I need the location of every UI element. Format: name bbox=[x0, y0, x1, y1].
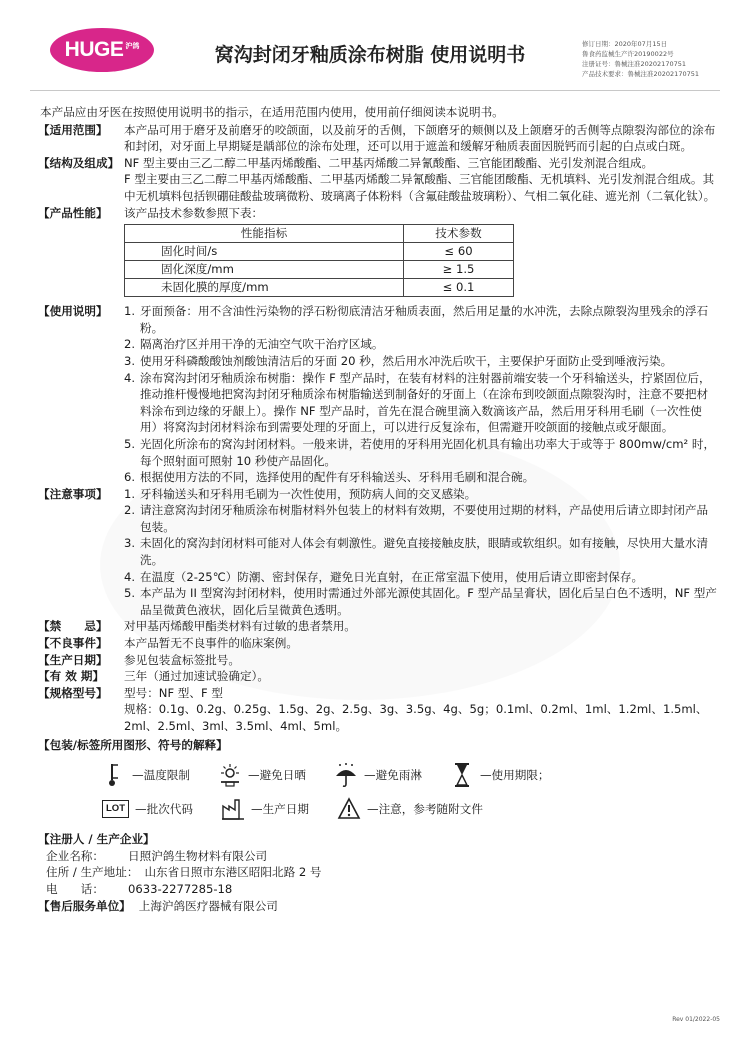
umbrella-icon bbox=[334, 762, 358, 788]
contra-text: 对甲基丙烯酸甲酯类材料有过敏的患者禁用。 bbox=[124, 619, 356, 634]
meta-license: 鲁食药监械生产许20190022号 bbox=[582, 50, 674, 58]
list-item: 2. 请注意窝沟封闭牙釉质涂布树脂材料外包装上的材料有效期，不要使用过期的材料，产品使用后请立即封闭产品包装。 bbox=[124, 503, 709, 534]
section-performance bbox=[38, 205, 718, 304]
symbol-item bbox=[218, 762, 306, 788]
table-header: 性能指标 bbox=[125, 225, 404, 243]
brand-logo bbox=[50, 28, 154, 72]
document-title: 窝沟封闭牙釉质涂布树脂 使用说明书 bbox=[214, 44, 526, 66]
list-item: 6. 根据使用方法的不同，选择使用的配件有牙科输送头、牙科用毛刷和混合碗。 bbox=[124, 470, 535, 485]
table-cell: 固化深度/mm bbox=[125, 261, 404, 279]
performance-text: 该产品技术参数参照下表： bbox=[124, 205, 264, 220]
section-label: 【使用说明】 bbox=[38, 304, 108, 319]
symbol-item bbox=[337, 796, 483, 822]
symbol-text: —避免日晒 bbox=[247, 767, 306, 782]
meta-revision-date: 修订日期：2020年07月15日 bbox=[582, 40, 668, 48]
section-label: 【包装/标签所用图形、符号的解释】 bbox=[38, 737, 228, 752]
section-label: 【产品性能】 bbox=[38, 205, 108, 220]
company-name: 日照沪鸽生物材料有限公司 bbox=[128, 848, 268, 863]
prod-date-text: 参见包装盒标签批号。 bbox=[124, 652, 240, 667]
usage-list bbox=[124, 303, 718, 486]
address-row bbox=[38, 864, 718, 881]
symbol-item bbox=[450, 762, 550, 788]
section-production-date bbox=[38, 652, 718, 669]
thermometer-icon bbox=[102, 762, 126, 788]
list-item: 4. 涂布窝沟封闭牙釉质涂布树脂：操作 F 型产品时，在装有材料的注射器前端安装一个牙科输送头，拧紧固位后，推动推杆慢慢地把窝沟封闭牙釉质涂布树脂输送到制备好的牙面上（在涂布到咬颌面点隙裂沟时，注意不要把材料涂布到边缘的牙龈上）。操作 NF 型产品时，首先在混合碗里滴入数滴该产品，然后用牙科用毛刷（一次性使用）将窝沟封闭材料涂布到需要处理的牙面上，可以进行反复涂布，但需避开咬颌面的接触点或牙龈面。 bbox=[124, 370, 711, 435]
spec-model: 型号：NF 型、F 型 bbox=[124, 685, 223, 700]
company-row bbox=[38, 848, 718, 865]
symbol-text: —批次代码 bbox=[135, 801, 193, 816]
table-header-row bbox=[125, 225, 514, 243]
section-usage bbox=[38, 303, 718, 486]
spec-sizes: 规格：0.1g、0.2g、0.25g、1.5g、2g、2.5g、3g、3.5g、4g、5g；0.1ml、0.2ml、1ml、1.2ml、1.5ml、2ml、2.5ml、3ml、3.5ml、4ml、5ml。 bbox=[124, 702, 708, 733]
section-label: 【生产日期】 bbox=[38, 652, 108, 667]
cautions-list bbox=[124, 486, 718, 619]
service-company: 上海沪鸽医疗器械有限公司 bbox=[138, 898, 278, 913]
symbol-text: —避免雨淋 bbox=[363, 767, 422, 782]
address-label: 住所 / 生产地址： bbox=[46, 865, 139, 880]
table-cell: 未固化膜的厚度/mm bbox=[125, 279, 404, 297]
hourglass-icon bbox=[450, 762, 474, 788]
header bbox=[0, 0, 750, 92]
table-row bbox=[125, 243, 514, 261]
table-cell: ≥ 1.5 bbox=[404, 261, 514, 279]
address-value: 山东省日照市东港区昭阳北路 2 号 bbox=[144, 865, 322, 880]
adverse-text: 本产品暂无不良事件的临床案例。 bbox=[124, 636, 298, 651]
phone-value: 0633-2277285-18 bbox=[128, 881, 233, 896]
logo-text: HUGE bbox=[64, 38, 124, 61]
table-row bbox=[125, 261, 514, 279]
table-row bbox=[125, 279, 514, 297]
intro-text: 本产品应由牙医在按照使用说明书的指示，在适用范围内使用，使用前仔细阅读本说明书。 bbox=[40, 105, 504, 119]
parameter-table bbox=[124, 224, 514, 297]
composition-f: F 型主要由三乙二醇二甲基丙烯酸酯、二甲基丙烯酸二异氰酸酯、三官能团酸酯、无机填料、光引发剂混合组成。其中无机填料包括钡硼硅酸盐玻璃微粉、玻璃离子体粉料（含氟硅酸盐玻璃粉）、气相二氧化硅、遮光剂（二氧化钛）。 bbox=[124, 172, 716, 203]
section-label: 【结构及组成】 bbox=[38, 155, 120, 170]
registrant-info bbox=[38, 831, 718, 914]
list-item: 3. 使用牙科磷酸酸蚀剂酸蚀清洁后的牙面 20 秒，然后用水冲洗后吹干，主要保护牙面防止受到唾液污染。 bbox=[124, 353, 673, 368]
symbol-item bbox=[102, 800, 193, 819]
symbol-item bbox=[102, 762, 190, 788]
logo-sub-text: 沪鸽 bbox=[125, 43, 140, 50]
symbols-legend bbox=[102, 759, 718, 825]
list-item: 1. 牙面预备：用不含油性污染物的浮石粉彻底清洁牙釉质表面，然后用足量的水冲洗，去除点隙裂沟里残余的浮石粉。 bbox=[124, 304, 709, 335]
section-label: 【禁 忌】 bbox=[38, 619, 108, 634]
section-specification bbox=[38, 685, 718, 735]
revision-code: Rev 01/2022-05 bbox=[672, 1016, 720, 1023]
phone-row bbox=[38, 881, 718, 898]
factory-icon bbox=[221, 796, 245, 822]
sun-shade-icon bbox=[218, 762, 242, 788]
header-divider bbox=[30, 90, 720, 91]
list-item: 5. 光固化所涂布的窝沟封闭材料。一般来讲，若使用的牙科用光固化机具有输出功率大于或等于 800mw/cm² 时，每个照射面可照射 10 秒使产品固化。 bbox=[124, 436, 716, 468]
section-contraindications bbox=[38, 618, 718, 635]
registrant-heading: 【注册人 / 生产企业】 bbox=[38, 832, 155, 847]
symbol-item bbox=[221, 796, 309, 822]
section-composition bbox=[38, 155, 718, 205]
composition-nf: NF 型主要由三乙二醇二甲基丙烯酸酯、二甲基丙烯酸二异氰酸酯、三官能团酸酯、光引发剂混合组成。 bbox=[124, 155, 654, 170]
scope-text: 本产品可用于磨牙及前磨牙的咬颌面，以及前牙的舌侧，下颌磨牙的颊侧以及上颌磨牙的舌侧等点隙裂沟部位的涂布和封闭，对牙面上早期疑是龋部位的涂布处理，还可以用于遮盖和缓解牙釉质表面因脱钙而引起的白点或白斑。 bbox=[124, 122, 716, 154]
section-cautions bbox=[38, 486, 718, 619]
section-label: 【不良事件】 bbox=[38, 636, 108, 651]
table-cell: ≤ 0.1 bbox=[404, 279, 514, 297]
section-symbols bbox=[38, 737, 718, 754]
document-body bbox=[38, 104, 718, 914]
meta-tech-requirement: 产品技术要求：鲁械注准20202170751 bbox=[582, 70, 699, 78]
warning-icon bbox=[337, 796, 361, 822]
symbols-row bbox=[102, 759, 718, 791]
list-item: 5. 本产品为 II 型窝沟封闭材料，使用时需通过外部光源使其固化。F 型产品呈膏状，固化后呈白色不透明，NF 型产品呈微黄色液状，固化后呈微黄色透明。 bbox=[124, 586, 717, 617]
table-header: 技术参数 bbox=[404, 225, 514, 243]
section-adverse-events bbox=[38, 635, 718, 652]
list-item: 4. 在温度（2-25℃）防潮、密封保存，避免日光直射，在正常室温下使用，使用后请立即密封保存。 bbox=[124, 569, 644, 584]
section-label: 【售后服务单位】 bbox=[38, 898, 131, 913]
validity-text: 三年（通过加速试验确定）。 bbox=[124, 669, 269, 684]
company-label: 企业名称： bbox=[46, 848, 104, 863]
section-validity bbox=[38, 668, 718, 685]
symbol-text: —注意，参考随附文件 bbox=[366, 801, 483, 816]
section-label: 【适用范围】 bbox=[38, 122, 108, 137]
symbol-text: —使用期限； bbox=[479, 767, 550, 782]
symbol-text: —温度限制 bbox=[132, 767, 190, 782]
section-after-sales bbox=[38, 898, 718, 915]
table-cell: 固化时间/s bbox=[125, 243, 404, 261]
symbol-text: —生产日期 bbox=[250, 801, 309, 816]
phone-label: 电 话： bbox=[46, 881, 104, 896]
list-item: 3. 未固化的窝沟封闭材料可能对人体会有刺激性。避免直接接触皮肤，眼睛或软组织。如有接触，尽快用大量水清洗。 bbox=[124, 536, 709, 568]
section-scope bbox=[38, 122, 718, 155]
list-item: 2. 隔离治疗区并用干净的无油空气吹干治疗区域。 bbox=[124, 337, 384, 352]
section-label: 【注意事项】 bbox=[38, 486, 108, 501]
table-cell: ≤ 60 bbox=[404, 243, 514, 261]
symbol-item bbox=[334, 762, 422, 788]
registration-meta bbox=[582, 39, 699, 79]
symbols-row bbox=[102, 793, 718, 825]
section-label: 【有 效 期】 bbox=[38, 669, 105, 684]
section-label: 【规格型号】 bbox=[38, 685, 108, 700]
meta-registration: 注册证号：鲁械注准20202170751 bbox=[582, 60, 686, 68]
lot-icon: LOT bbox=[102, 800, 129, 819]
list-item: 1. 牙科输送头和牙科用毛刷为一次性使用，预防病人间的交叉感染。 bbox=[124, 486, 477, 501]
